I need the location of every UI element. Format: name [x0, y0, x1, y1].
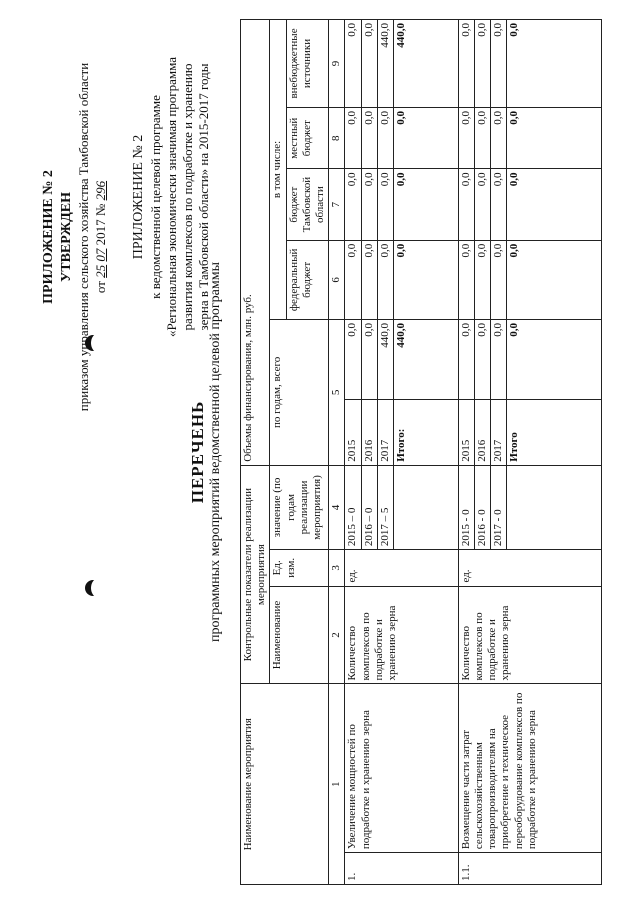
header-federal: федеральный бюджет [286, 240, 329, 319]
column-numbers-row: 1 2 3 4 5 6 7 8 9 [329, 20, 345, 885]
table-row: 2016 – 0 2016 0,0 0,0 0,0 0,0 0,0 [361, 20, 377, 885]
header-regional: бюджет Тамбовской области [286, 169, 329, 240]
order-line: приказом управления сельского хозяйства Тамбовской области [76, 62, 92, 412]
header-event-name: Наименование мероприятия [241, 684, 329, 885]
order-date-line: от 25 07 2017 № 296 [93, 180, 109, 294]
row-number: 1.1. [458, 853, 602, 885]
indicator-unit: ед. [458, 550, 602, 586]
indicator-name: Количество комплексов по подработке и хранению зерна [458, 586, 602, 684]
table-row-total: Итого 0,0 0,0 0,0 0,0 0,0 [507, 20, 602, 885]
header-including: в том числе: [270, 20, 286, 320]
header-control-indicators: Контрольные показатели реализации мероприятия [241, 465, 270, 684]
table-row-total: Итого: 440,0 0,0 0,0 0,0 440,0 [393, 20, 458, 885]
table-row: 2017 - 0 2017 0,0 0,0 0,0 0,0 0,0 [491, 20, 507, 885]
event-name: Возмещение части затрат сельскохозяйственным товаропроизводителям на приобретение и техническое переоборудование комплексов по подработке и хранению зерна [458, 684, 602, 853]
row-number: 1. [345, 853, 459, 885]
header-local: местный бюджет [286, 107, 329, 169]
program-events-table [240, 19, 602, 885]
table-row: 2017 – 5 2017 440,0 0,0 0,0 0,0 440,0 [377, 20, 393, 885]
table-row: 1. Увеличение мощностей по подработке и хранению зерна Количество комплексов по подработке и хранению зерна ед. 2015 – 0 2015 0,0 0,0 0,0 0,0 0,0 [345, 20, 361, 885]
table-row: 1.1. Возмещение части затрат сельскохозяйственным товаропроизводителям на приобретение и техническое переоборудование комплексов по подработке и хранению зерна Количество комплексов по подработке и хранению зерна ед. 2015 - 0 2015 0,0 0,0 0,0 0,0 0,0 [458, 20, 474, 885]
header-indicator-value: значение (по годам реализации мероприятия) [270, 465, 329, 549]
table-row: 2016 - 0 2016 0,0 0,0 0,0 0,0 0,0 [475, 20, 491, 885]
approval-header [40, 47, 110, 427]
header-indicator-name: Наименование [270, 586, 329, 684]
appendix-label: ПРИЛОЖЕНИЕ № 2 [41, 170, 56, 304]
document-title: ПЕРЕЧЕНЬ программных мероприятий ведомственной целевой программы [188, 262, 223, 642]
event-name: Увеличение мощностей по подработке и хранению зерна [345, 684, 459, 853]
header-unit: Ед. изм. [270, 550, 329, 586]
indicator-unit: ед. [345, 550, 459, 586]
indicator-name: Количество комплексов по подработке и хранению зерна [345, 586, 459, 684]
program-appendix-header: ПРИЛОЖЕНИЕ № 2 к ведомственной целевой программе «Региональная экономически значимая программа развития комплексов по подработке и хранению зерна в Тамбовской области» на 2015-2017 годы [131, 56, 212, 338]
header-funding: Объемы финансирования, млн. руб. [241, 20, 270, 466]
approved-label: УТВЕРЖДЕН [59, 191, 75, 283]
order-number: 296 [93, 180, 109, 201]
header-by-year: по годам, всего [270, 319, 329, 465]
rotated-document-page [10, 7, 630, 897]
header-extra: внебюджетные источники [286, 20, 329, 108]
